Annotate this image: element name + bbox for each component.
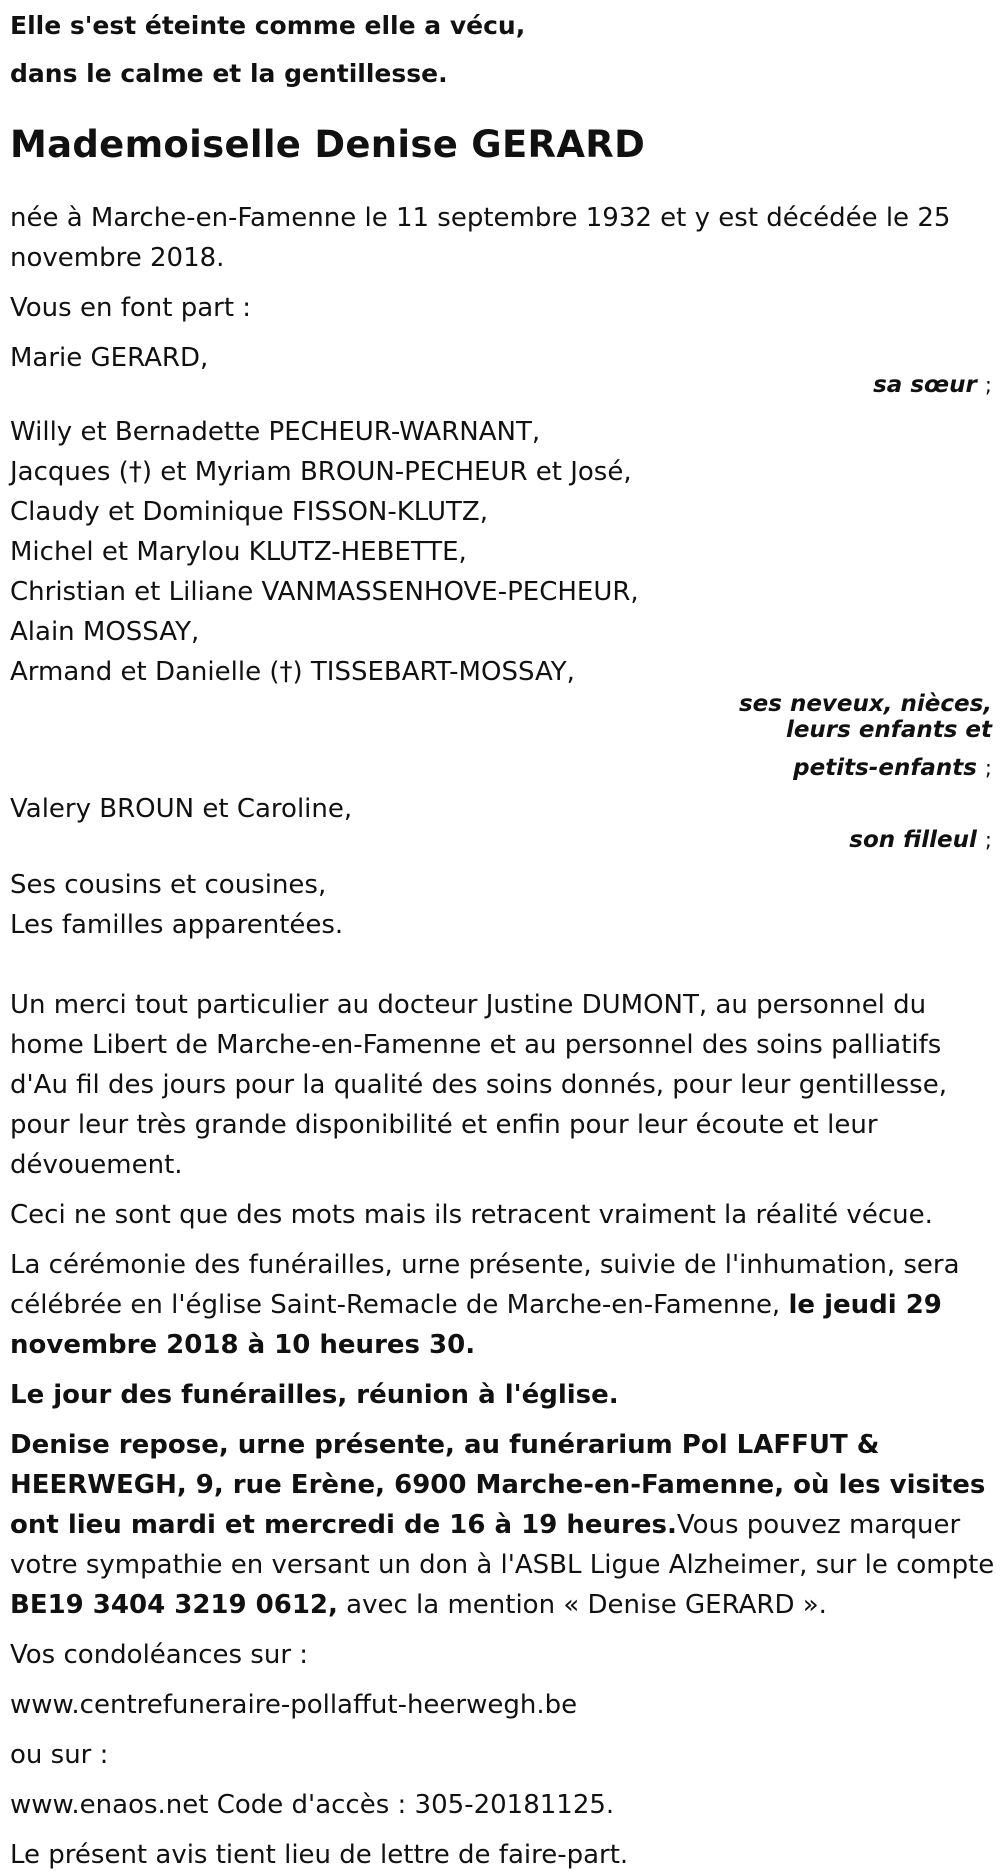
epigraph-line-2: dans le calme et la gentillesse. <box>10 59 448 88</box>
sister-name: Marie GERARD, <box>10 343 209 373</box>
obituary-notice <box>10 0 996 1875</box>
nephew-name: Alain MOSSAY, <box>10 617 200 647</box>
nephews-role-sep: ; <box>984 756 992 780</box>
epigraph-line-1: Elle s'est éteinte comme elle a vécu, <box>10 11 526 40</box>
families-line: Les familles apparentées. <box>10 910 344 940</box>
nephews-role-line-3-wrap <box>10 755 992 781</box>
words-paragraph: Ceci ne sont que des mots mais ils retracent vraiment la réalité vécue. <box>10 1200 933 1230</box>
website-link-2[interactable]: www.enaos.net Code d'accès : 305-20181125. <box>10 1790 615 1820</box>
sister-role-label: sa sœur <box>873 372 977 398</box>
nephew-name: Michel et Marylou KLUTZ-HEBETTE, <box>10 537 467 567</box>
nephews-block <box>10 412 996 781</box>
nephew-name: Christian et Liliane VANMASSENHOVE-PECHEUR, <box>10 577 639 607</box>
meeting-paragraph: Le jour des funérailles, réunion à l'église. <box>10 1380 619 1410</box>
birth-death-text: née à Marche-en-Famenne le 11 septembre 1932 et y est décédée le 25 novembre 2018. <box>10 203 951 273</box>
nephew-name: Jacques (†) et Myriam BROUN-PECHEUR et José, <box>10 457 632 487</box>
deceased-name: Mademoiselle Denise GERARD <box>10 123 646 166</box>
bank-account: BE19 3404 3219 0612, <box>10 1590 338 1620</box>
nephews-role-line-1: ses neveux, nièces, <box>738 691 992 717</box>
thanks-paragraph: Un merci tout particulier au docteur Justine DUMONT, au personnel du home Libert de Marche-en-Famenne et au personnel des soins palliatifs d'Au fil des jours pour la qualité des soins donnés, pour leur gentillesse, pour leur très grande disponibilité et enfin pour leur écoute et leur dévouement. <box>10 990 947 1180</box>
godson-role <box>10 827 996 853</box>
nephew-name: Willy et Bernadette PECHEUR-WARNANT, <box>10 417 541 447</box>
relatives-block <box>10 865 996 945</box>
donation-text: Vous pouvez marquer votre sympathie en versant un don à l'ASBL Ligue Alzheimer, sur le compte <box>10 1510 995 1580</box>
website-link-1[interactable]: www.centrefuneraire-pollaffut-heerwegh.be <box>10 1690 578 1720</box>
godson-role-label: son filleul <box>849 827 977 853</box>
repose-bold-text: Denise repose, urne présente, au funérarium Pol LAFFUT & HEERWEGH, 9, rue Erène, 6900 Marche-en-Famenne, où les visites ont lieu mardi et mercredi de 16 à 19 heures. <box>10 1430 986 1540</box>
announcers-intro: Vous en font part : <box>10 293 252 323</box>
ceremony-paragraph <box>10 1245 996 1365</box>
godson-name: Valery BROUN et Caroline, <box>10 794 353 824</box>
sister-role-sep: ; <box>984 373 992 397</box>
sister-block <box>10 338 996 398</box>
ceremony-text: La cérémonie des funérailles, urne présente, suivie de l'inhumation, sera célébrée en l'église Saint-Remacle de Marche-en-Famenne, <box>10 1250 960 1320</box>
donation-mention: avec la mention « Denise GERARD ». <box>337 1590 827 1620</box>
cousins-line: Ses cousins et cousines, <box>10 870 327 900</box>
nephews-role-line-3: petits-enfants <box>793 755 977 781</box>
ceremony-date: le jeudi 29 novembre 2018 à 10 heures 30. <box>10 1290 942 1360</box>
repose-paragraph <box>10 1425 996 1625</box>
epigraph <box>10 2 996 98</box>
closing-text: Le présent avis tient lieu de lettre de faire-part. <box>10 1840 629 1870</box>
godson-block <box>10 789 996 853</box>
nephew-name: Armand et Danielle (†) TISSEBART-MOSSAY, <box>10 657 575 687</box>
nephews-role <box>10 691 996 781</box>
godson-role-sep: ; <box>984 828 992 852</box>
or-on-text: ou sur : <box>10 1740 109 1770</box>
condolences-intro: Vos condoléances sur : <box>10 1640 309 1670</box>
nephew-name: Claudy et Dominique FISSON-KLUTZ, <box>10 497 488 527</box>
nephews-role-line-2: leurs enfants et <box>785 717 992 743</box>
